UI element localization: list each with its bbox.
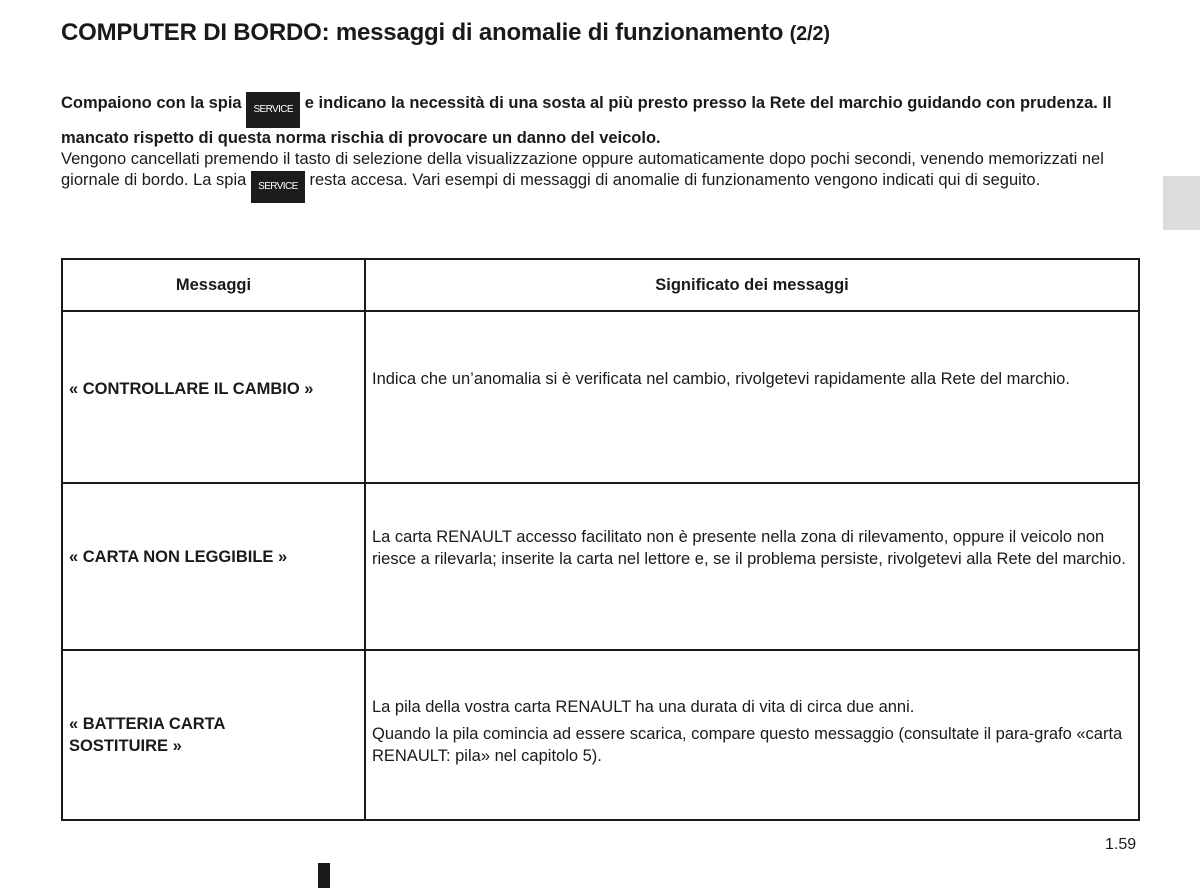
table-header-row <box>62 259 1139 311</box>
meaning-cell <box>365 650 1139 820</box>
intro-normal-suffix: resta accesa. Vari esempi di messaggi di anomalie di funzionamento vengono indicati qui di seguito. <box>304 171 1041 189</box>
message-cell <box>62 483 365 650</box>
page-number: 1.59 <box>1105 836 1137 853</box>
meaning-text <box>372 526 1137 575</box>
page-edge-mark <box>318 863 330 888</box>
meaning-paragraph: Indica che un’anomalia si è verificata nel cambio, rivolgetevi rapidamente alla Rete del marchio. <box>372 370 1070 388</box>
meaning-text <box>372 368 1137 395</box>
table-row <box>62 650 1139 820</box>
messages-table <box>61 258 1140 821</box>
intro-normal-prefix: Vengono cancellati premendo il tasto di selezione della visualizzazione oppure automaticamente dopo pochi secondi, venendo memorizzati nel giornale di bordo. La spia <box>61 150 1104 189</box>
table-row <box>62 311 1139 483</box>
meaning-paragraph: La carta RENAULT accesso facilitato non è presente nella zona di rilevamento, oppure il veicolo non riesce a rilevarla; inserite la carta nel lettore e, se il problema persiste, rivolgetevi alla Rete del marchio. <box>372 528 1126 568</box>
service-warning-icon: SERVICE <box>246 92 300 128</box>
title-page-indicator: (2/2) <box>789 23 830 45</box>
meaning-text <box>372 696 1137 772</box>
message-label: « CARTA NON LEGGIBILE » <box>69 548 288 566</box>
meaning-paragraph: Quando la pila comincia ad essere scarica, compare questo messaggio (consultate il para-grafo «carta RENAULT: pila» nel capitolo 5). <box>372 725 1123 765</box>
table-row <box>62 483 1139 650</box>
chapter-tab-marker <box>1163 176 1200 230</box>
message-label: « CONTROLLARE IL CAMBIO » <box>69 380 314 398</box>
message-cell <box>62 650 365 820</box>
page-title <box>61 19 830 47</box>
intro-paragraph <box>61 92 1137 203</box>
service-warning-icon: SERVICE <box>251 171 305 203</box>
intro-bold-prefix: Compaiono con la spia <box>61 94 247 112</box>
intro-bold-suffix: e indicano la necessità di una sosta al più presto presso la Rete del marchio guidando con prudenza. Il mancato rispetto di questa norma rischia di provocare un danno del veicolo. <box>61 94 1112 147</box>
meaning-paragraph: La pila della vostra carta RENAULT ha una durata di vita di circa due anni. <box>372 698 915 716</box>
title-main: COMPUTER DI BORDO: messaggi di anomalie di funzionamento <box>61 19 790 46</box>
meaning-cell <box>365 311 1139 483</box>
meaning-cell <box>365 483 1139 650</box>
message-cell <box>62 311 365 483</box>
message-label: « BATTERIA CARTA SOSTITUIRE » <box>69 715 225 755</box>
header-messages: Messaggi <box>62 259 365 311</box>
header-meaning: Significato dei messaggi <box>365 259 1139 311</box>
